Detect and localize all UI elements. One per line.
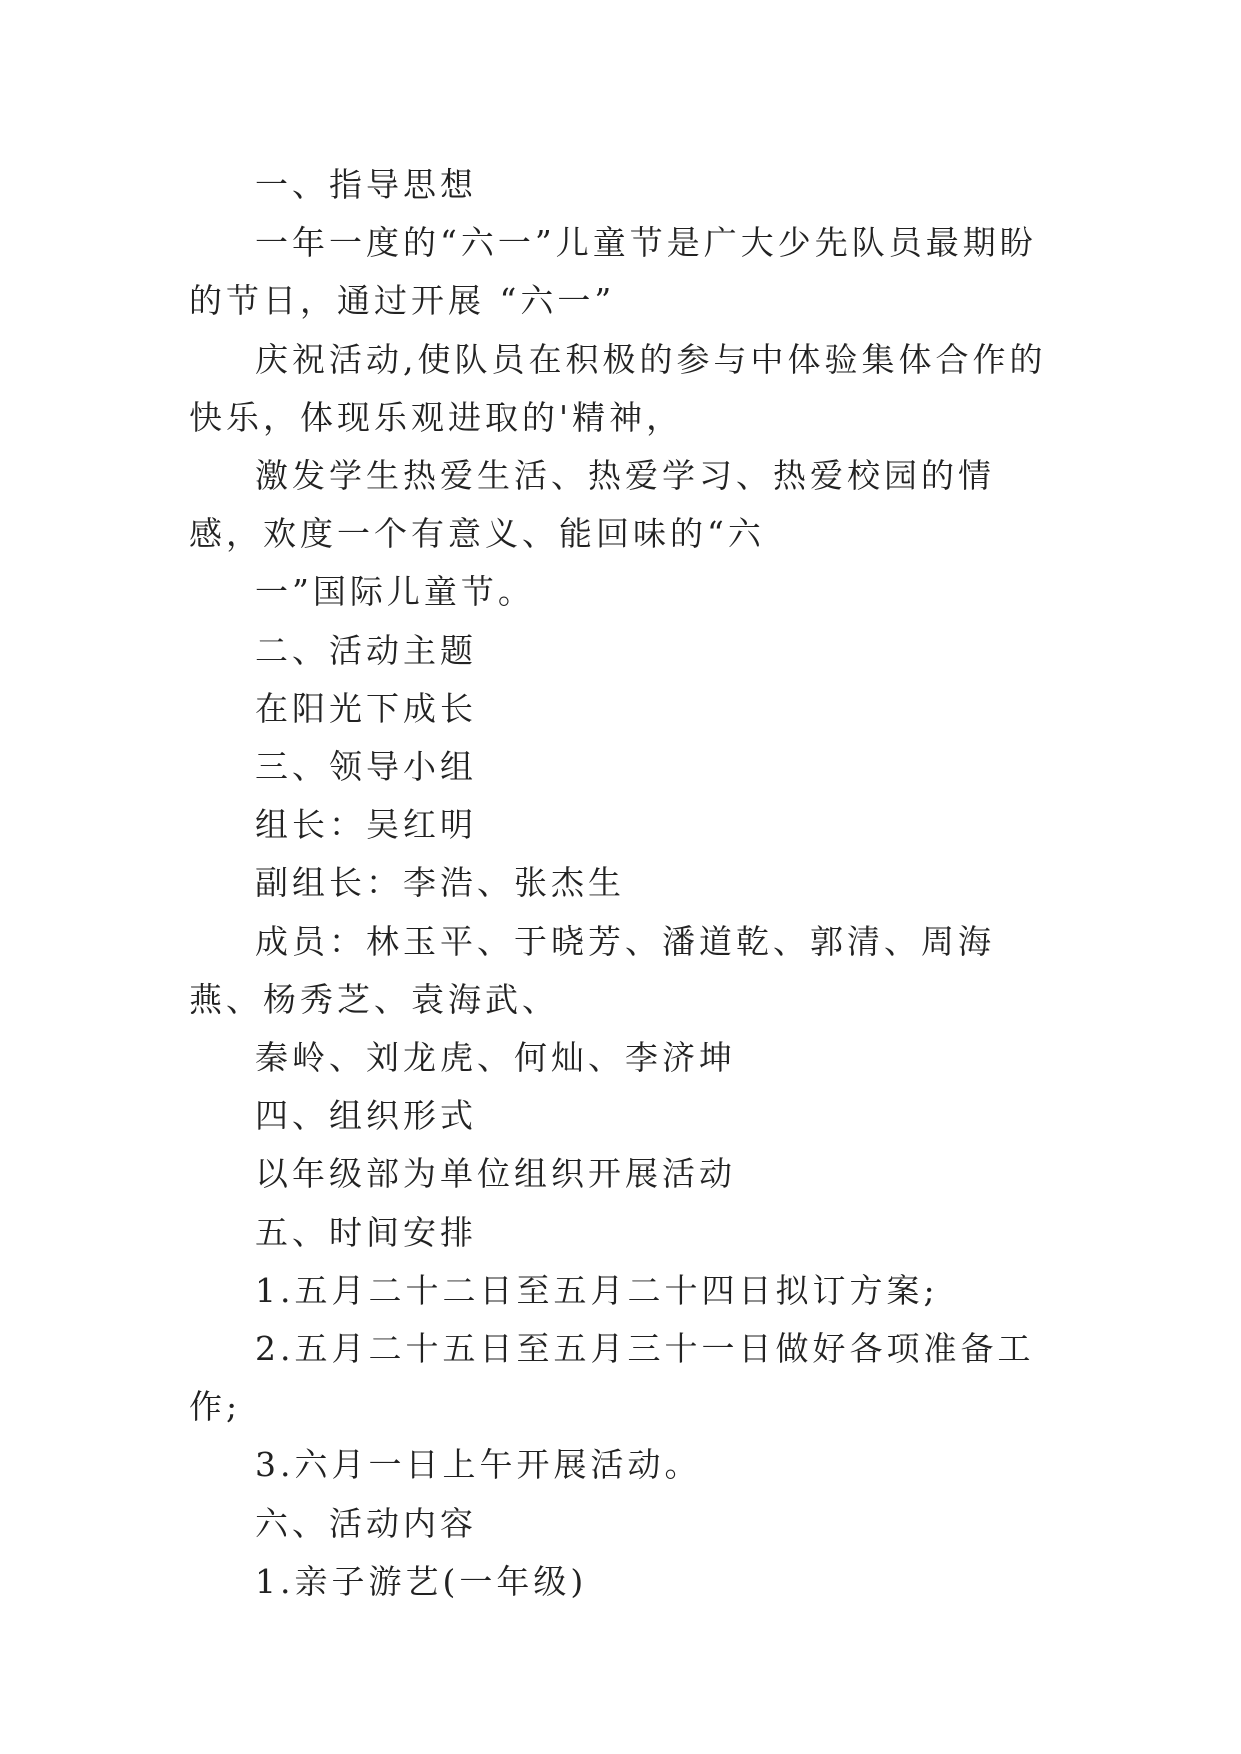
section-heading-schedule: 五、时间安排 [255,1212,477,1252]
schedule-item: 1.五月二十二日至五月二十四日拟订方案; [255,1270,939,1310]
section-heading-leadership-group: 三、领导小组 [255,747,477,787]
theme-text: 在阳光下成长 [255,688,477,728]
document-body [189,156,1049,1611]
group-members-continued: 秦岭、刘龙虎、何灿、李济坤 [255,1038,736,1078]
deputy-group-leader: 副组长：李浩、张杰生 [255,863,625,903]
schedule-item: 2.五月二十五日至五月三十一日做好各项准备工作; [189,1329,1035,1427]
group-members: 成员：林玉平、于晓芳、潘道乾、郭清、周海燕、杨秀芝、袁海武、 [189,921,995,1019]
organization-text: 以年级部为单位组织开展活动 [255,1154,736,1194]
body-paragraph: 一年一度的“六一”儿童节是广大少先队员最期盼的节日，通过开展 “六一” [189,223,1037,321]
body-paragraph: 庆祝活动,使队员在积极的参与中体验集体合作的快乐，体现乐观进取的'精神， [189,339,1047,437]
section-heading-activity-theme: 二、活动主题 [255,630,477,670]
body-paragraph: 一”国际儿童节。 [255,572,535,612]
schedule-item: 3.六月一日上午开展活动。 [255,1445,702,1485]
group-leader: 组长：吴红明 [255,805,477,845]
section-heading-organization-form: 四、组织形式 [255,1096,477,1136]
body-paragraph: 激发学生热爱生活、热爱学习、热爱校园的情感，欢度一个有意义、能回味的“六 [189,456,995,554]
activity-item: 1.亲子游艺(一年级) [255,1561,588,1601]
section-heading-activity-content: 六、活动内容 [255,1503,477,1543]
section-heading-guiding-ideology: 一、指导思想 [255,165,477,204]
